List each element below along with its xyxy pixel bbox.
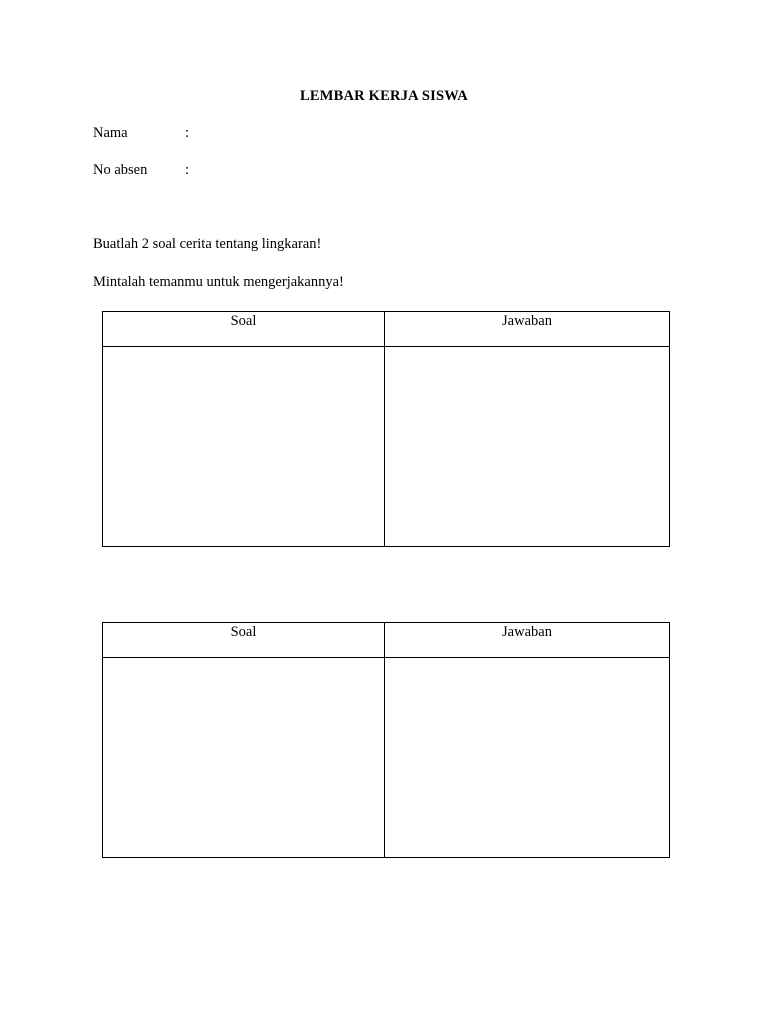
name-separator: :: [185, 125, 190, 141]
absence-number-separator: :: [185, 162, 190, 178]
answer-cell: [385, 347, 670, 547]
question-cell: [103, 658, 385, 858]
column-header-soal: Soal: [103, 312, 385, 347]
column-header-jawaban: Jawaban: [385, 312, 670, 347]
instruction-ask-friend: Mintalah temanmu untuk mengerjakannya!: [93, 274, 344, 290]
answer-cell: [385, 658, 670, 858]
page-title: LEMBAR KERJA SISWA: [300, 88, 468, 104]
table-header-row: [103, 312, 670, 347]
question-cell: [103, 347, 385, 547]
table-header-row: [103, 623, 670, 658]
table-row: [103, 658, 670, 858]
column-header-jawaban: Jawaban: [385, 623, 670, 658]
column-header-soal: Soal: [103, 623, 385, 658]
absence-number-label: No absen: [93, 162, 148, 178]
instruction-create-questions: Buatlah 2 soal cerita tentang lingkaran!: [93, 236, 322, 252]
table-row: [103, 347, 670, 547]
question-answer-table-2: [102, 622, 670, 858]
question-answer-table-1: [102, 311, 670, 547]
name-label: Nama: [93, 125, 128, 141]
